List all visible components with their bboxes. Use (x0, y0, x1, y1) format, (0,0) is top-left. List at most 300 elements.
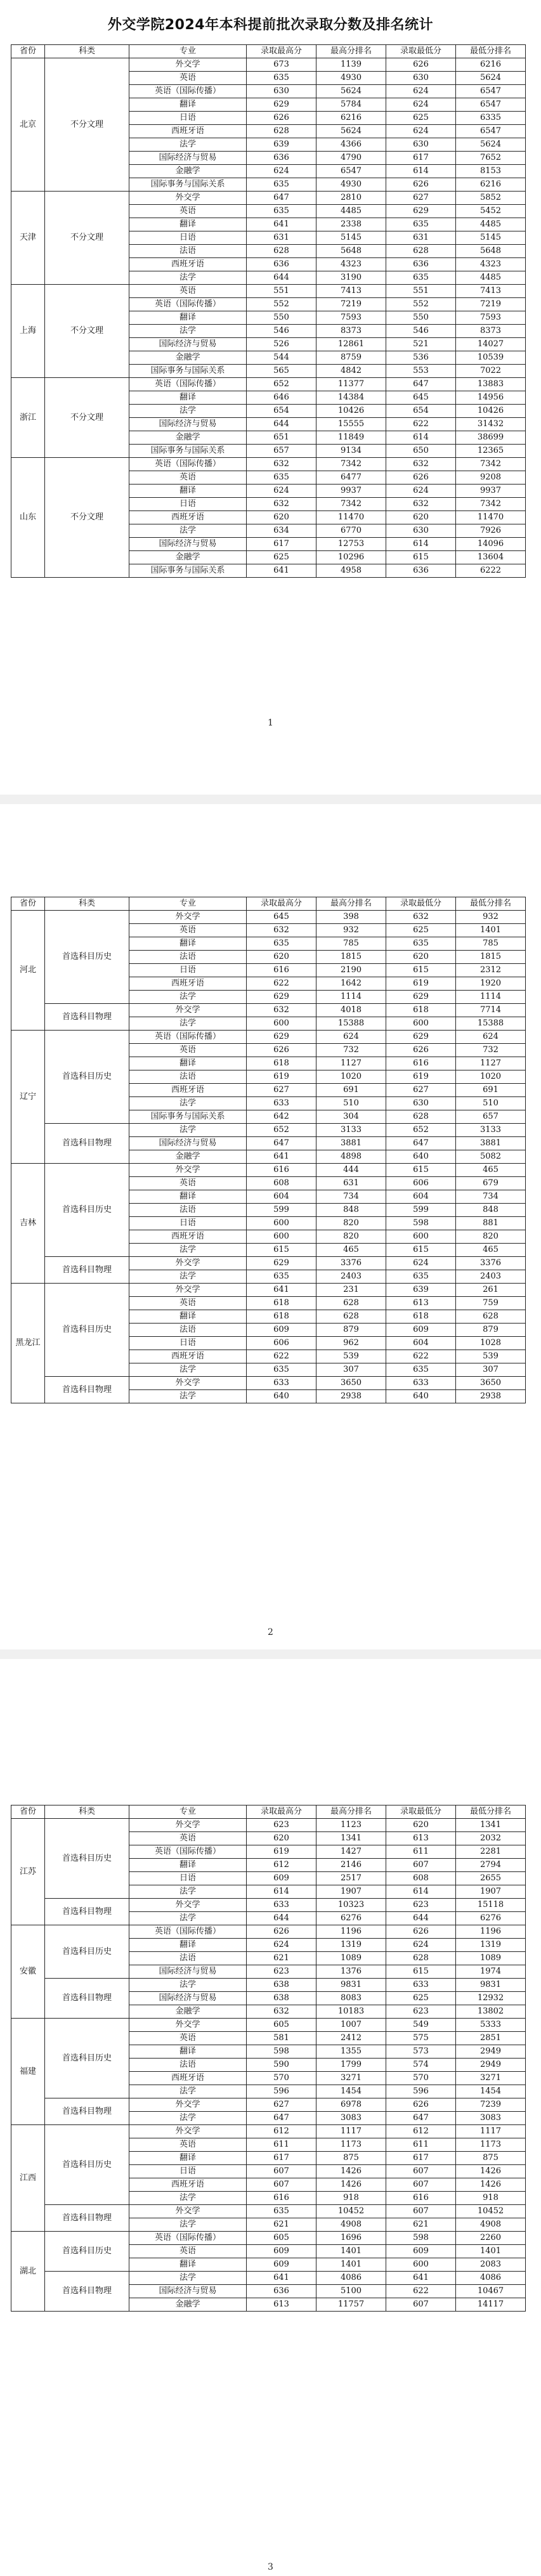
table-row (11, 192, 526, 205)
min-score-cell: 635 (386, 937, 456, 951)
max-rank-cell: 307 (316, 1363, 386, 1377)
max-rank-cell: 6276 (316, 1912, 386, 1925)
min-score-cell: 551 (386, 285, 456, 298)
major-cell: 法语 (129, 2059, 247, 2072)
header-min-score: 录取最低分 (386, 45, 456, 58)
min-rank-cell: 4086 (456, 2272, 526, 2285)
max-rank-cell: 962 (316, 1337, 386, 1350)
min-score-cell: 636 (386, 564, 456, 578)
header-major: 专业 (129, 1805, 247, 1819)
min-score-cell: 630 (386, 524, 456, 538)
min-score-cell: 630 (386, 72, 456, 85)
max-rank-cell: 1341 (316, 1832, 386, 1845)
max-rank-cell: 2146 (316, 1859, 386, 1872)
major-cell: 法学 (129, 2272, 247, 2285)
max-rank-cell: 4898 (316, 1150, 386, 1164)
major-cell: 法学 (129, 991, 247, 1004)
page-3 (0, 1659, 541, 2576)
min-rank-cell: 879 (456, 1324, 526, 1337)
major-cell: 英语 (129, 471, 247, 485)
min-rank-cell: 1401 (456, 2245, 526, 2258)
min-rank-cell: 848 (456, 1204, 526, 1217)
major-cell: 英语（国际传播） (129, 1031, 247, 1044)
min-rank-cell: 1196 (456, 1925, 526, 1939)
min-score-cell: 627 (386, 1084, 456, 1097)
max-score-cell: 641 (247, 2272, 316, 2285)
max-score-cell: 609 (247, 1872, 316, 1885)
max-rank-cell: 631 (316, 1177, 386, 1190)
max-rank-cell: 734 (316, 1190, 386, 1204)
min-rank-cell: 1173 (456, 2138, 526, 2152)
major-cell: 法语 (129, 245, 247, 258)
max-rank-cell: 4930 (316, 72, 386, 85)
min-rank-cell: 2655 (456, 1872, 526, 1885)
max-score-cell: 612 (247, 1859, 316, 1872)
major-cell: 法学 (129, 1885, 247, 1899)
min-score-cell: 615 (386, 1244, 456, 1257)
max-score-cell: 636 (247, 152, 316, 165)
major-cell: 西班牙语 (129, 1084, 247, 1097)
max-score-cell: 627 (247, 1084, 316, 1097)
category-cell: 不分文理 (45, 378, 129, 458)
max-score-cell: 635 (247, 1270, 316, 1284)
major-cell: 英语 (129, 2245, 247, 2258)
min-rank-cell: 5333 (456, 2019, 526, 2032)
major-cell: 金融学 (129, 551, 247, 564)
max-score-cell: 618 (247, 1057, 316, 1070)
category-cell: 首选科目物理 (45, 1124, 129, 1164)
max-rank-cell: 6770 (316, 524, 386, 538)
min-rank-cell: 3133 (456, 1124, 526, 1137)
major-cell: 翻译 (129, 1859, 247, 1872)
min-rank-cell: 3881 (456, 1137, 526, 1150)
min-score-cell: 624 (386, 85, 456, 98)
table-row (11, 911, 526, 924)
min-score-cell: 614 (386, 165, 456, 178)
max-score-cell: 646 (247, 391, 316, 405)
min-rank-cell: 38699 (456, 431, 526, 445)
major-cell: 国际事务与国际关系 (129, 445, 247, 458)
max-rank-cell: 7219 (316, 298, 386, 311)
max-rank-cell: 12861 (316, 338, 386, 351)
min-rank-cell: 2260 (456, 2232, 526, 2245)
min-score-cell: 604 (386, 1190, 456, 1204)
min-rank-cell: 732 (456, 1044, 526, 1057)
max-score-cell: 634 (247, 524, 316, 538)
min-score-cell: 596 (386, 2085, 456, 2098)
max-rank-cell: 7342 (316, 498, 386, 511)
major-cell: 法学 (129, 1244, 247, 1257)
major-cell: 法学 (129, 1363, 247, 1377)
max-rank-cell: 1173 (316, 2138, 386, 2152)
min-rank-cell: 7219 (456, 298, 526, 311)
major-cell: 外交学 (129, 911, 247, 924)
min-score-cell: 609 (386, 2245, 456, 2258)
max-rank-cell: 3133 (316, 1124, 386, 1137)
min-rank-cell: 4323 (456, 258, 526, 271)
max-score-cell: 627 (247, 2098, 316, 2112)
max-score-cell: 607 (247, 2165, 316, 2178)
major-cell: 翻译 (129, 1190, 247, 1204)
max-score-cell: 647 (247, 1137, 316, 1150)
major-cell: 金融学 (129, 165, 247, 178)
category-cell: 首选科目历史 (45, 1164, 129, 1257)
major-cell: 翻译 (129, 2258, 247, 2272)
max-score-cell: 600 (247, 1017, 316, 1031)
min-rank-cell: 7342 (456, 458, 526, 471)
max-rank-cell: 1376 (316, 1965, 386, 1979)
max-score-cell: 605 (247, 2232, 316, 2245)
table-row (11, 2019, 526, 2032)
page-number: 2 (268, 1627, 273, 1637)
major-cell: 英语 (129, 2138, 247, 2152)
major-cell: 日语 (129, 112, 247, 125)
min-rank-cell: 10467 (456, 2285, 526, 2298)
category-cell: 不分文理 (45, 285, 129, 378)
min-rank-cell: 2949 (456, 2059, 526, 2072)
max-score-cell: 620 (247, 1832, 316, 1845)
max-rank-cell: 4485 (316, 205, 386, 218)
max-score-cell: 647 (247, 192, 316, 205)
header-province: 省份 (11, 45, 45, 58)
max-score-cell: 633 (247, 1377, 316, 1390)
category-cell: 首选科目历史 (45, 1819, 129, 1899)
table-row (11, 1124, 526, 1137)
major-cell: 外交学 (129, 1164, 247, 1177)
major-cell: 西班牙语 (129, 258, 247, 271)
max-score-cell: 619 (247, 1845, 316, 1859)
major-cell: 法学 (129, 1390, 247, 1403)
major-cell: 金融学 (129, 431, 247, 445)
major-cell: 外交学 (129, 1377, 247, 1390)
min-score-cell: 546 (386, 325, 456, 338)
max-rank-cell: 691 (316, 1084, 386, 1097)
min-rank-cell: 7022 (456, 365, 526, 378)
max-rank-cell: 5624 (316, 125, 386, 138)
min-score-cell: 624 (386, 1257, 456, 1270)
major-cell: 翻译 (129, 2152, 247, 2165)
table-row (11, 2232, 526, 2245)
min-score-cell: 627 (386, 192, 456, 205)
min-score-cell: 639 (386, 1284, 456, 1297)
min-score-cell: 614 (386, 1885, 456, 1899)
major-cell: 国际经济与贸易 (129, 338, 247, 351)
major-cell: 法语 (129, 951, 247, 964)
major-cell: 翻译 (129, 937, 247, 951)
min-score-cell: 607 (386, 2298, 456, 2312)
min-score-cell: 630 (386, 138, 456, 152)
province-cell: 安徽 (11, 1925, 45, 2019)
max-rank-cell: 6216 (316, 112, 386, 125)
min-score-cell: 575 (386, 2032, 456, 2045)
max-score-cell: 570 (247, 2072, 316, 2085)
min-score-cell: 626 (386, 1925, 456, 1939)
min-score-cell: 614 (386, 538, 456, 551)
category-cell: 首选科目物理 (45, 1979, 129, 2019)
major-cell: 外交学 (129, 1899, 247, 1912)
min-rank-cell: 918 (456, 2192, 526, 2205)
max-score-cell: 629 (247, 98, 316, 112)
min-score-cell: 600 (386, 1230, 456, 1244)
table-row (11, 2125, 526, 2138)
min-score-cell: 633 (386, 1979, 456, 1992)
max-rank-cell: 14384 (316, 391, 386, 405)
table-row (11, 1899, 526, 1912)
category-cell: 首选科目历史 (45, 2125, 129, 2205)
max-rank-cell: 10323 (316, 1899, 386, 1912)
min-rank-cell: 12365 (456, 445, 526, 458)
max-rank-cell: 1426 (316, 2165, 386, 2178)
major-cell: 英语 (129, 924, 247, 937)
min-score-cell: 611 (386, 1845, 456, 1859)
major-cell: 国际事务与国际关系 (129, 564, 247, 578)
min-score-cell: 617 (386, 152, 456, 165)
min-score-cell: 635 (386, 271, 456, 285)
category-cell: 首选科目物理 (45, 2098, 129, 2125)
max-rank-cell: 2412 (316, 2032, 386, 2045)
min-score-cell: 628 (386, 1110, 456, 1124)
min-score-cell: 631 (386, 231, 456, 245)
max-score-cell: 599 (247, 1204, 316, 1217)
max-score-cell: 614 (247, 1885, 316, 1899)
min-score-cell: 574 (386, 2059, 456, 2072)
min-rank-cell: 820 (456, 1230, 526, 1244)
min-rank-cell: 932 (456, 911, 526, 924)
max-score-cell: 544 (247, 351, 316, 365)
province-cell: 江苏 (11, 1819, 45, 1925)
min-score-cell: 536 (386, 351, 456, 365)
max-rank-cell: 2517 (316, 1872, 386, 1885)
min-rank-cell: 881 (456, 1217, 526, 1230)
min-score-cell: 609 (386, 1324, 456, 1337)
min-rank-cell: 510 (456, 1097, 526, 1110)
major-cell: 英语 (129, 1297, 247, 1310)
max-rank-cell: 4908 (316, 2218, 386, 2232)
max-score-cell: 626 (247, 1925, 316, 1939)
max-rank-cell: 12753 (316, 538, 386, 551)
major-cell: 西班牙语 (129, 1350, 247, 1363)
min-rank-cell: 4908 (456, 2218, 526, 2232)
max-rank-cell: 5145 (316, 231, 386, 245)
max-rank-cell: 1020 (316, 1070, 386, 1084)
max-rank-cell: 820 (316, 1217, 386, 1230)
major-cell: 法学 (129, 1097, 247, 1110)
max-rank-cell: 628 (316, 1310, 386, 1324)
max-score-cell: 644 (247, 1912, 316, 1925)
min-score-cell: 636 (386, 258, 456, 271)
major-cell: 法学 (129, 1912, 247, 1925)
max-score-cell: 632 (247, 1004, 316, 1017)
max-score-cell: 626 (247, 112, 316, 125)
page-number: 1 (268, 718, 273, 728)
min-rank-cell: 10426 (456, 405, 526, 418)
category-cell: 首选科目物理 (45, 1899, 129, 1925)
max-rank-cell: 7413 (316, 285, 386, 298)
min-score-cell: 618 (386, 1004, 456, 1017)
table-row (11, 285, 526, 298)
min-rank-cell: 875 (456, 2152, 526, 2165)
min-rank-cell: 1020 (456, 1070, 526, 1084)
min-rank-cell: 6216 (456, 178, 526, 192)
min-score-cell: 620 (386, 951, 456, 964)
major-cell: 英语（国际传播） (129, 85, 247, 98)
max-score-cell: 629 (247, 991, 316, 1004)
min-rank-cell: 2312 (456, 964, 526, 977)
max-score-cell: 596 (247, 2085, 316, 2098)
major-cell: 英语（国际传播） (129, 458, 247, 471)
major-cell: 国际经济与贸易 (129, 1137, 247, 1150)
min-rank-cell: 1028 (456, 1337, 526, 1350)
max-score-cell: 642 (247, 1110, 316, 1124)
max-score-cell: 635 (247, 205, 316, 218)
major-cell: 西班牙语 (129, 977, 247, 991)
max-rank-cell: 1114 (316, 991, 386, 1004)
min-score-cell: 608 (386, 1872, 456, 1885)
max-rank-cell: 1117 (316, 2125, 386, 2138)
min-rank-cell: 785 (456, 937, 526, 951)
min-score-cell: 647 (386, 378, 456, 391)
max-rank-cell: 785 (316, 937, 386, 951)
max-score-cell: 616 (247, 964, 316, 977)
min-rank-cell: 9831 (456, 1979, 526, 1992)
min-score-cell: 616 (386, 1057, 456, 1070)
max-score-cell: 635 (247, 2205, 316, 2218)
min-score-cell: 625 (386, 924, 456, 937)
category-cell: 不分文理 (45, 192, 129, 285)
major-cell: 国际事务与国际关系 (129, 1110, 247, 1124)
province-cell: 上海 (11, 285, 45, 378)
min-score-cell: 652 (386, 1124, 456, 1137)
min-score-cell: 613 (386, 1832, 456, 1845)
min-rank-cell: 9208 (456, 471, 526, 485)
category-cell: 不分文理 (45, 458, 129, 578)
major-cell: 翻译 (129, 2045, 247, 2059)
min-score-cell: 622 (386, 1350, 456, 1363)
max-rank-cell: 1454 (316, 2085, 386, 2098)
min-score-cell: 624 (386, 125, 456, 138)
category-cell: 首选科目物理 (45, 2272, 129, 2312)
min-rank-cell: 9937 (456, 485, 526, 498)
major-cell: 国际事务与国际关系 (129, 365, 247, 378)
major-cell: 英语（国际传播） (129, 378, 247, 391)
min-score-cell: 616 (386, 2192, 456, 2205)
max-rank-cell: 1123 (316, 1819, 386, 1832)
max-rank-cell: 1401 (316, 2245, 386, 2258)
max-score-cell: 640 (247, 1390, 316, 1403)
min-score-cell: 645 (386, 391, 456, 405)
max-score-cell: 652 (247, 1124, 316, 1137)
min-rank-cell: 6276 (456, 1912, 526, 1925)
min-rank-cell: 691 (456, 1084, 526, 1097)
province-cell: 江西 (11, 2125, 45, 2232)
category-cell: 不分文理 (45, 58, 129, 192)
max-rank-cell: 1696 (316, 2232, 386, 2245)
min-score-cell: 633 (386, 1377, 456, 1390)
min-score-cell: 647 (386, 1137, 456, 1150)
min-rank-cell: 5648 (456, 245, 526, 258)
table-row (11, 1164, 526, 1177)
major-cell: 法学 (129, 325, 247, 338)
min-score-cell: 598 (386, 1217, 456, 1230)
max-score-cell: 630 (247, 85, 316, 98)
min-score-cell: 644 (386, 1912, 456, 1925)
max-score-cell: 600 (247, 1230, 316, 1244)
major-cell: 英语 (129, 1177, 247, 1190)
max-score-cell: 635 (247, 937, 316, 951)
min-score-cell: 650 (386, 445, 456, 458)
major-cell: 西班牙语 (129, 2178, 247, 2192)
min-rank-cell: 5082 (456, 1150, 526, 1164)
min-score-cell: 619 (386, 1070, 456, 1084)
min-rank-cell: 1920 (456, 977, 526, 991)
min-score-cell: 654 (386, 405, 456, 418)
admission-table (11, 44, 526, 578)
max-rank-cell: 465 (316, 1244, 386, 1257)
max-score-cell: 633 (247, 1899, 316, 1912)
min-rank-cell: 6547 (456, 98, 526, 112)
max-score-cell: 644 (247, 418, 316, 431)
min-rank-cell: 2032 (456, 1832, 526, 1845)
min-rank-cell: 1454 (456, 2085, 526, 2098)
max-score-cell: 641 (247, 218, 316, 231)
max-rank-cell: 1089 (316, 1952, 386, 1965)
max-score-cell: 636 (247, 2285, 316, 2298)
min-score-cell: 622 (386, 2285, 456, 2298)
min-rank-cell: 8153 (456, 165, 526, 178)
page-1 (0, 0, 541, 795)
min-rank-cell: 7926 (456, 524, 526, 538)
max-score-cell: 622 (247, 1350, 316, 1363)
min-score-cell: 626 (386, 2098, 456, 2112)
category-cell: 首选科目历史 (45, 1925, 129, 1979)
max-rank-cell: 8083 (316, 1992, 386, 2005)
min-rank-cell: 624 (456, 1031, 526, 1044)
max-score-cell: 609 (247, 2245, 316, 2258)
max-score-cell: 647 (247, 2112, 316, 2125)
table-row (11, 1377, 526, 1390)
min-score-cell: 549 (386, 2019, 456, 2032)
min-rank-cell: 1426 (456, 2178, 526, 2192)
min-score-cell: 618 (386, 1310, 456, 1324)
major-cell: 外交学 (129, 1284, 247, 1297)
max-rank-cell: 848 (316, 1204, 386, 1217)
category-cell: 首选科目历史 (45, 1284, 129, 1377)
major-cell: 国际经济与贸易 (129, 1992, 247, 2005)
max-rank-cell: 4086 (316, 2272, 386, 2285)
major-cell: 法学 (129, 138, 247, 152)
min-score-cell: 617 (386, 2152, 456, 2165)
max-rank-cell: 231 (316, 1284, 386, 1297)
min-rank-cell: 3650 (456, 1377, 526, 1390)
max-score-cell: 632 (247, 498, 316, 511)
min-rank-cell: 1127 (456, 1057, 526, 1070)
max-score-cell: 626 (247, 1044, 316, 1057)
major-cell: 外交学 (129, 1257, 247, 1270)
min-rank-cell: 14117 (456, 2298, 526, 2312)
min-score-cell: 632 (386, 458, 456, 471)
min-rank-cell: 2083 (456, 2258, 526, 2272)
max-rank-cell: 4842 (316, 365, 386, 378)
header-min-rank: 最低分排名 (456, 45, 526, 58)
min-rank-cell: 679 (456, 1177, 526, 1190)
max-score-cell: 645 (247, 911, 316, 924)
min-rank-cell: 13604 (456, 551, 526, 564)
min-score-cell: 640 (386, 1390, 456, 1403)
max-score-cell: 552 (247, 298, 316, 311)
header-max-score: 录取最高分 (247, 897, 316, 911)
max-rank-cell: 3650 (316, 1377, 386, 1390)
max-score-cell: 612 (247, 2125, 316, 2138)
